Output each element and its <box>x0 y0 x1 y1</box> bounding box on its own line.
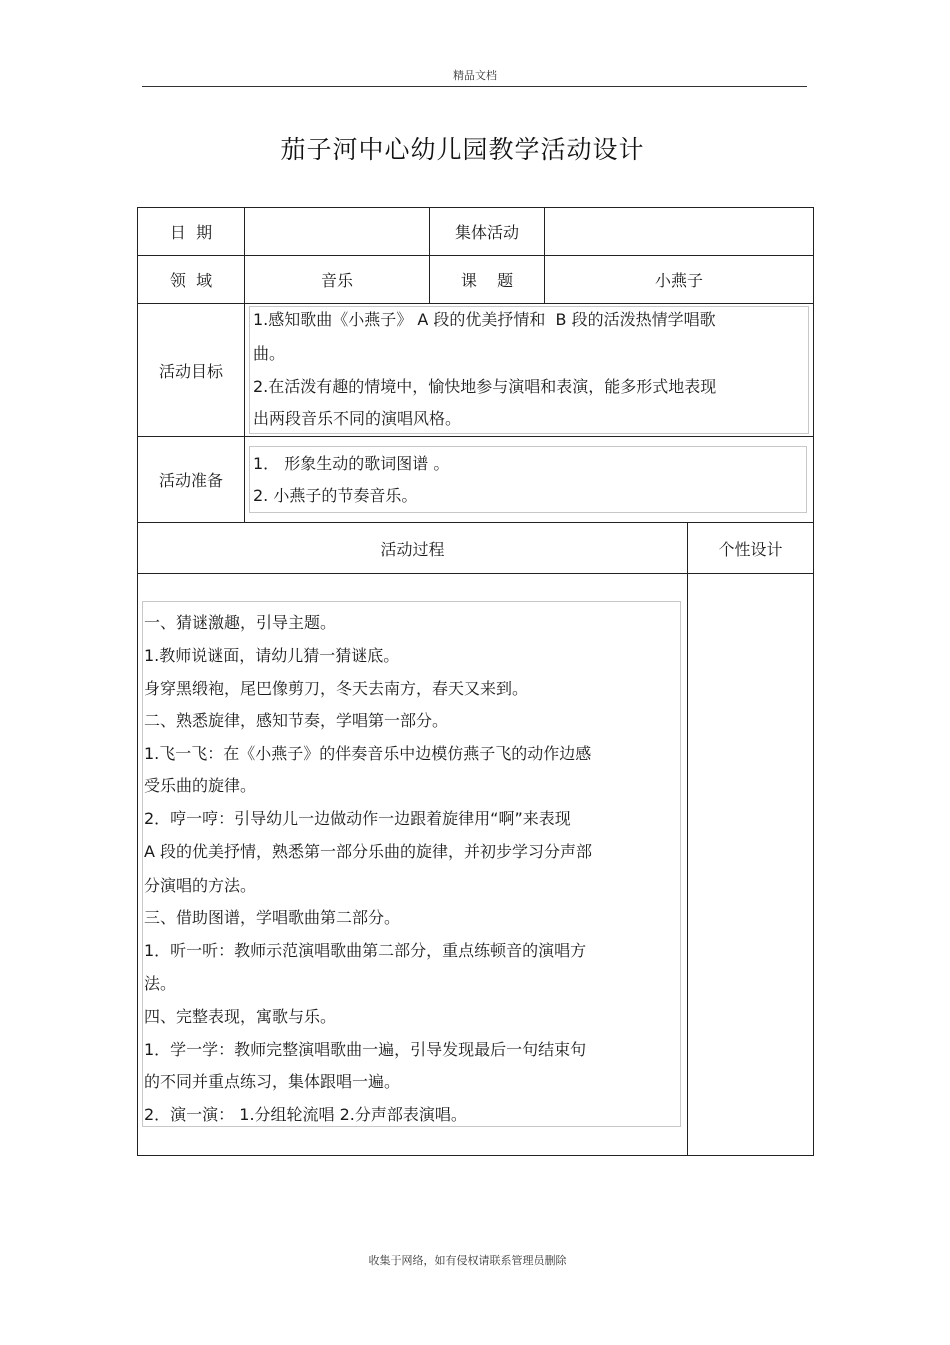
header-rule <box>142 86 807 87</box>
process-line: 二、熟悉旋律，感知节奏，学唱第一部分。 <box>144 711 449 730</box>
page-title: 茄子河中心幼儿园教学活动设计 <box>280 135 645 164</box>
process-line: 分演唱的方法。 <box>144 876 257 895</box>
process-line: 1.飞一飞：在《小燕子》的伴奏音乐中边模仿燕子飞的动作边感 <box>144 744 592 763</box>
prep-line: 1． 形象生动的歌词图谱 。 <box>253 454 450 473</box>
topic-label: 课 题 <box>460 271 514 290</box>
process-line: 受乐曲的旋律。 <box>144 776 257 795</box>
process-line: 三、借助图谱，学唱歌曲第二部分。 <box>144 908 401 927</box>
goals-line: 1.感知歌曲《小燕子》 A 段的优美抒情和 B 段的活泼热情学唱歌 <box>253 310 716 329</box>
footer-note: 收集于网络，如有侵权请联系管理员删除 <box>368 1254 567 1267</box>
process-line: 1．学一学：教师完整演唱歌曲一遍，引导发现最后一句结束句 <box>144 1040 587 1059</box>
process-line: 2．演一演： 1.分组轮流唱 2.分声部表演唱。 <box>144 1105 467 1124</box>
process-line: A 段的优美抒情，熟悉第一部分乐曲的旋律，并初步学习分声部 <box>144 842 593 861</box>
activity-type-label: 集体活动 <box>454 223 519 242</box>
prep-line: 2. 小燕子的节奏音乐。 <box>253 486 418 505</box>
process-line: 1．听一听：教师示范演唱歌曲第二部分，重点练顿音的演唱方 <box>144 941 587 960</box>
date-label: 日 期 <box>169 223 213 242</box>
domain-value: 音乐 <box>320 271 353 290</box>
row-divider <box>137 573 814 574</box>
activity-type-value <box>545 208 813 255</box>
personal-design-header: 个性设计 <box>718 539 783 559</box>
goals-line: 2.在活泼有趣的情境中，愉快地参与演唱和表演，能多形式地表现 <box>253 377 717 396</box>
process-line: 的不同并重点练习，集体跟唱一遍。 <box>144 1072 401 1091</box>
table-border-bottom <box>137 1155 814 1156</box>
domain-label: 领 域 <box>169 271 213 290</box>
goals-line: 曲。 <box>253 344 286 363</box>
column-divider <box>687 522 688 1156</box>
table-border-right <box>813 207 814 1156</box>
date-value <box>245 208 429 255</box>
process-header: 活动过程 <box>380 539 445 559</box>
goals-line: 出两段音乐不同的演唱风格。 <box>253 409 462 428</box>
process-line: 法。 <box>144 974 177 993</box>
header-label: 精品文档 <box>453 69 497 82</box>
process-line: 2．哼一哼：引导幼儿一边做动作一边跟着旋律用“啊”来表现 <box>144 809 571 828</box>
prep-label: 活动准备 <box>158 471 223 490</box>
process-line: 一、猜谜激趣，引导主题。 <box>144 613 337 632</box>
topic-value: 小燕子 <box>654 271 703 290</box>
process-line: 身穿黑缎袍，尾巴像剪刀，冬天去南方，春天又来到。 <box>144 679 529 698</box>
process-line: 四、完整表现，寓歌与乐。 <box>144 1007 337 1026</box>
process-line: 1.教师说谜面，请幼儿猜一猜谜底。 <box>144 646 400 665</box>
goals-label: 活动目标 <box>158 361 223 381</box>
